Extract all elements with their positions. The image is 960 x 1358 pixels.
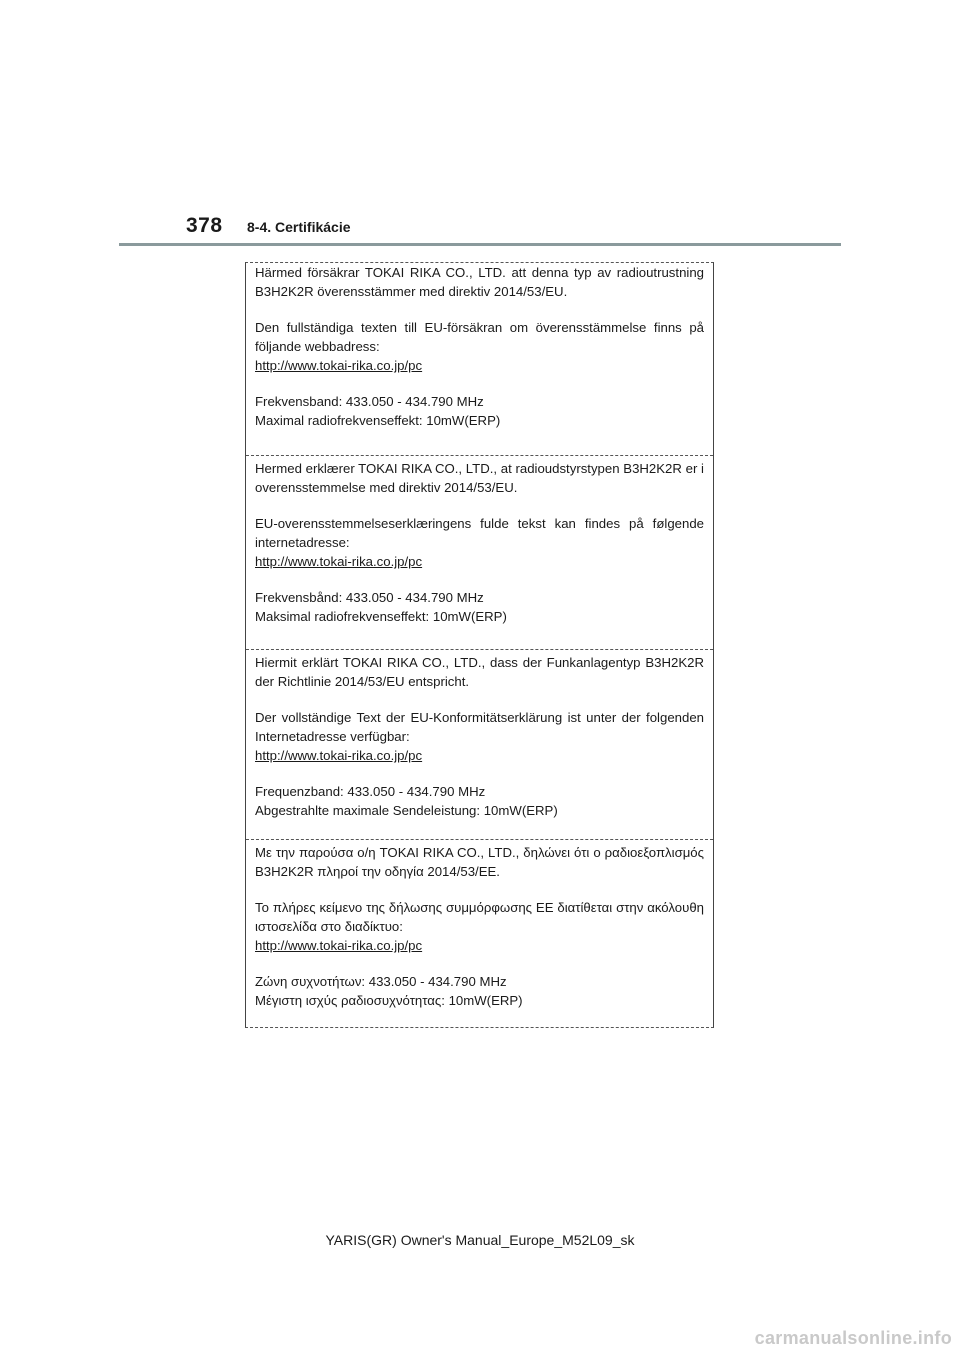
certification-block-swedish [246, 263, 713, 455]
declaration-text: Hermed erklærer TOKAI RIKA CO., LTD., at radioudstyrstypen B3H2K2R er i overensstemmelse med direktiv 2014/53/EU. [255, 461, 704, 495]
site-watermark: carmanualsonline.info [754, 1328, 952, 1348]
certification-block-danish [246, 455, 713, 649]
full-text-intro: Der vollständige Text der EU-Konformitätserklärung ist unter der folgenden Internetadresse verfügbar: [255, 710, 704, 744]
declaration-url-link[interactable]: http://www.tokai-rika.co.jp/pc [255, 554, 423, 569]
max-power: Maksimal radiofrekvenseffekt: 10mW(ERP) [255, 609, 507, 624]
full-text-intro: Den fullständiga texten till EU-försäkran om överensstämmelse finns på följande webbadress: [255, 320, 704, 354]
full-text-intro: EU-overensstemmelseserklæringens fulde tekst kan findes på følgende internetadresse: [255, 516, 704, 550]
certification-block-greek [246, 839, 713, 1029]
declaration-url-link[interactable]: http://www.tokai-rika.co.jp/pc [255, 938, 423, 953]
max-power: Abgestrahlte maximale Sendeleistung: 10mW(ERP) [255, 803, 558, 818]
header-divider [119, 243, 841, 246]
section-title: 8-4. Certifikácie [247, 219, 351, 235]
page-number: 378 [186, 214, 223, 237]
declaration-url-link[interactable]: http://www.tokai-rika.co.jp/pc [255, 358, 423, 373]
frequency-band: Frekvensbånd: 433.050 - 434.790 MHz [255, 590, 484, 605]
manual-footer: YARIS(GR) Owner's Manual_Europe_M52L09_sk [325, 1232, 635, 1248]
frequency-band: Ζώνη συχνοτήτων: 433.050 - 434.790 MHz [255, 974, 507, 989]
declaration-text: Με την παρούσα ο/η TOKAI RIKA CO., LTD., δηλώνει ότι ο ραδιοεξοπλισμός B3H2K2R πληροί την οδηγία 2014/53/EE. [255, 845, 704, 879]
declaration-text: Härmed försäkrar TOKAI RIKA CO., LTD. att denna typ av radioutrustning B3H2K2R överensstämmer med direktiv 2014/53/EU. [255, 265, 704, 299]
full-text-intro: Το πλήρες κείμενο της δήλωσης συμμόρφωσης ΕΕ διατίθεται στην ακόλουθη ιστοσελίδα στο διαδίκτυο: [255, 900, 704, 934]
declaration-text: Hiermit erklärt TOKAI RIKA CO., LTD., dass der Funkanlagentyp B3H2K2R der Richtlinie 2014/53/EU entspricht. [255, 655, 704, 689]
certification-box [245, 262, 714, 1028]
max-power: Μέγιστη ισχύς ραδιοσυχνότητας: 10mW(ERP) [255, 993, 523, 1008]
frequency-band: Frequenzband: 433.050 - 434.790 MHz [255, 784, 486, 799]
frequency-band: Frekvensband: 433.050 - 434.790 MHz [255, 394, 484, 409]
max-power: Maximal radiofrekvenseffekt: 10mW(ERP) [255, 413, 501, 428]
certification-block-german [246, 649, 713, 839]
declaration-url-link[interactable]: http://www.tokai-rika.co.jp/pc [255, 748, 423, 763]
